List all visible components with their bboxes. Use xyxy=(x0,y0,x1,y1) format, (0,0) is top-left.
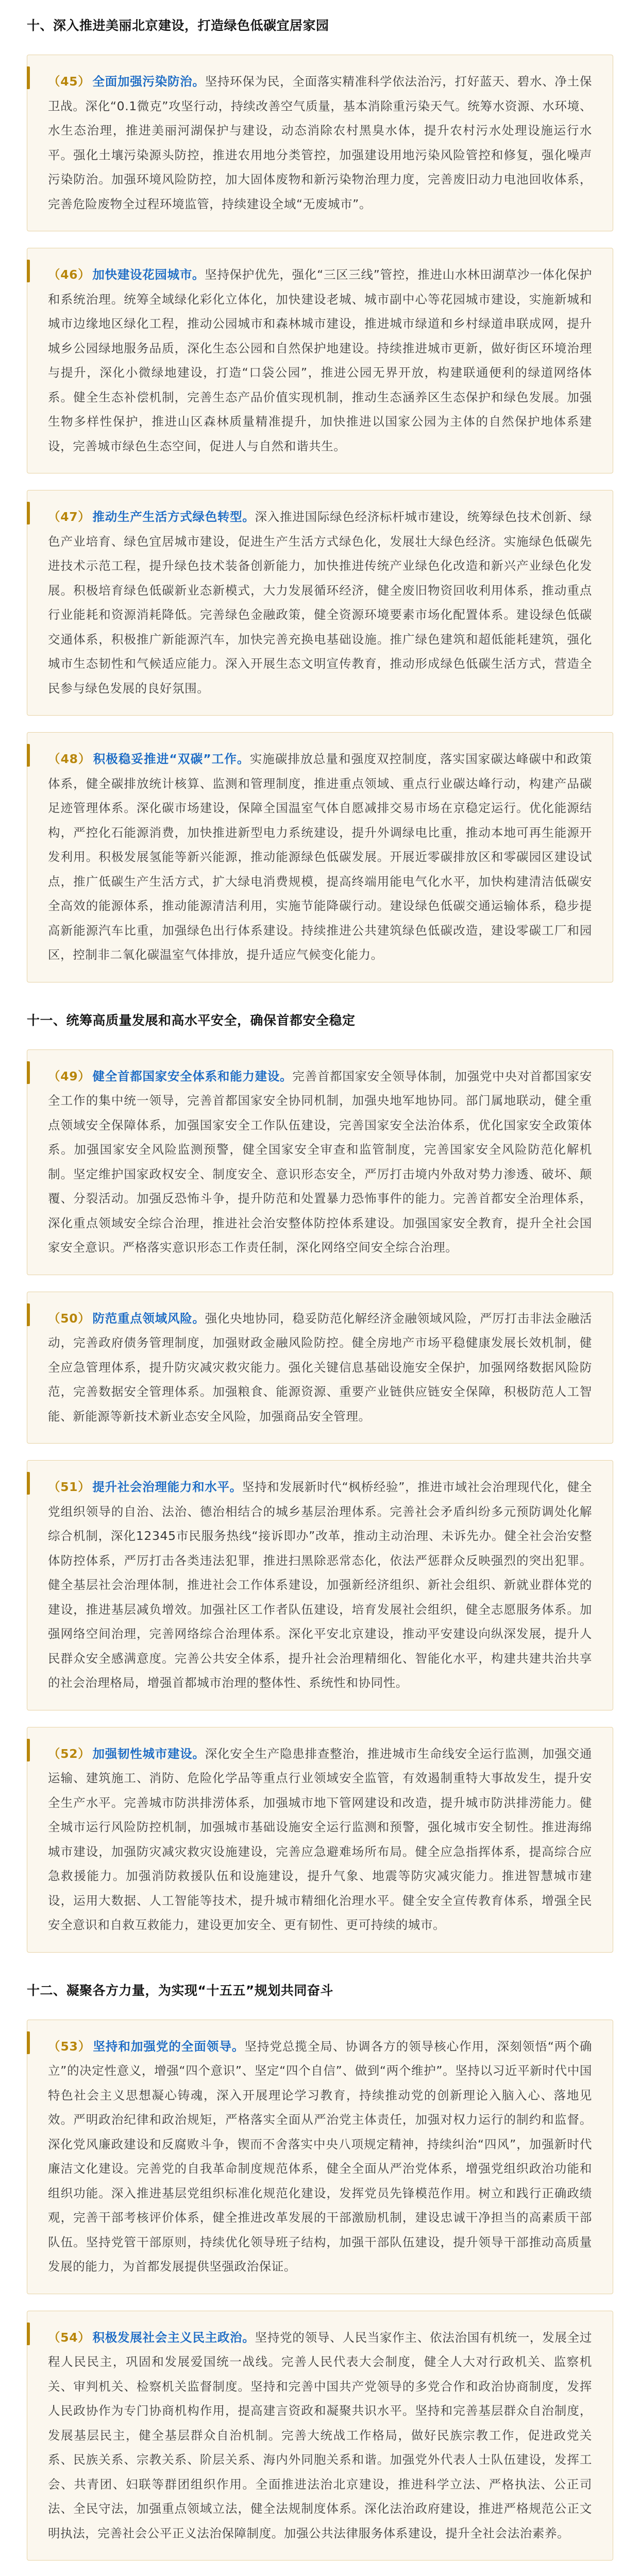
item-number: （52） xyxy=(48,1746,91,1761)
item-heading: 加快建设花园城市。 xyxy=(92,267,205,282)
item-body: 坚持环保为民，全面落实精准科学依法治污，打好蓝天、碧水、净土保卫战。深化“0.1微克”攻坚行动，持续改善空气质量，基本消除重污染天气。统筹水资源、水环境、水生态治理，推进美丽河湖保护与建设，动态消除农村黑臭水体，提升农村污水处理设施运行水平。强化土壤污染源头防控，推进农用地分类管控，加强建设用地污染风险管控和修复，强化噪声污染防治。加强环境风险防控，加大固体废物和新污染物治理力度，完善废旧动力电池回收体系，完善危险废物全过程环境监管，持续建设全域“无废城市”。 xyxy=(48,74,592,211)
item-number: （48） xyxy=(48,752,91,766)
item-heading: 坚持和加强党的全面领导。 xyxy=(93,2039,245,2054)
item-body: 深入推进国际绿色经济标杆城市建设，统筹绿色技术创新、绿色产业培育、绿色宜居城市建设，促进生产生活方式绿色化，发展壮大绿色经济。实施绿色低碳先进技术示范工程，提升绿色技术装备创新能力，加快推进传统产业绿色化改造和新兴产业绿色化发展。积极培育绿色低碳新业态新模式，大力发展循环经济，健全废旧物资回收利用体系，推动重点行业能耗和资源消耗降低。完善绿色金融政策，健全资源环境要素市场化配置体系。建设绿色低碳交通体系，积极推广新能源汽车，加快完善充换电基础设施。推广绿色建筑和超低能耗建筑，强化城市生态韧性和气候适应能力。深入开展生态文明宣传教育，推动形成绿色低碳生活方式，营造全民参与绿色发展的良好氛围。 xyxy=(48,510,592,696)
item-heading: 推动生产生活方式绿色转型。 xyxy=(92,510,255,524)
item-card-45 xyxy=(27,55,613,231)
item-number: （46） xyxy=(48,267,91,282)
item-card-46 xyxy=(27,248,613,473)
item-body: 强化央地协同，稳妥防范化解经济金融领域风险，严厉打击非法金融活动，完善政府债务管理制度，加强财政金融风险防控。健全房地产市场平稳健康发展长效机制，健全应急管理体系，提升防灾减灾救灾能力。强化关键信息基础设施安全保护，加强网络数据风险防范，完善数据安全管理体系。加强粮食、能源资源、重要产业链供应链安全保障，积极防范人工智能、新能源等新技术新业态安全风险，加强商品安全管理。 xyxy=(48,1311,592,1423)
item-heading: 积极发展社会主义民主政治。 xyxy=(92,2330,255,2345)
item-card-51 xyxy=(27,1460,613,1710)
section-12 xyxy=(27,1979,613,2576)
item-paragraph xyxy=(48,2326,592,2546)
item-heading: 积极稳妥推进“双碳”工作。 xyxy=(93,752,250,766)
item-number: （50） xyxy=(48,1311,91,1326)
item-body: 坚持党总揽全局、协调各方的领导核心作用，深刻领悟“两个确立”的决定性意义，增强“四个意识”、坚定“四个自信”、做到“两个维护”。坚持以习近平新时代中国特色社会主义思想凝心铸魂，深入开展理论学习教育，持续推动党的创新理论入脑入心、落地见效。严明政治纪律和政治规矩，严格落实全面从严治党主体责任，加强对权力运行的制约和监督。深化党风廉政建设和反腐败斗争，锲而不舍落实中央八项规定精神，持续纠治“四风”，加强新时代廉洁文化建设。完善党的自我革命制度规范体系，健全全面从严治党体系，增强党组织政治功能和组织功能。深入推进基层党组织标准化规范化建设，发挥党员先锋模范作用。树立和践行正确政绩观，完善干部考核评价体系，健全推进改革发展的干部激励机制，建设忠诚干净担当的高素质干部队伍。坚持党管干部原则，持续优化领导班子结构，加强干部队伍建设，提升领导干部推动高质量发展的能力，为首都发展提供坚强政治保证。 xyxy=(48,2039,593,2274)
item-heading: 全面加强污染防治。 xyxy=(92,74,205,89)
item-paragraph xyxy=(48,2035,592,2279)
item-number: （47） xyxy=(48,510,91,524)
item-card-53 xyxy=(27,2020,613,2294)
section-title: 十一、统筹高质量发展和高水平安全，确保首都安全稳定 xyxy=(27,1012,356,1028)
item-number: （51） xyxy=(48,1480,91,1494)
item-paragraph xyxy=(48,747,592,968)
item-number: （54） xyxy=(48,2330,91,2345)
section-title: 十、深入推进美丽北京建设，打造绿色低碳宜居家园 xyxy=(27,18,329,33)
section-title: 十二、凝聚各方力量，为实现“十五五”规划共同奋斗 xyxy=(27,1982,333,1998)
item-card-52 xyxy=(27,1727,613,1953)
item-card-49 xyxy=(27,1049,613,1275)
item-card-47 xyxy=(27,490,613,716)
item-body: 坚持党的领导、人民当家作主、依法治国有机统一，发展全过程人民民主，巩固和发展爱国统一战线。完善人民代表大会制度，健全人大对行政机关、监察机关、审判机关、检察机关监督制度。坚持和完善中国共产党领导的多党合作和政治协商制度，发挥人民政协作为专门协商机构作用，提高建言资政和凝聚共识水平。坚持和完善基层群众自治制度，发展基层民主，健全基层群众自治机制。完善大统战工作格局，做好民族宗教工作，促进政党关系、民族关系、宗教关系、阶层关系、海内外同胞关系和谐。加强党外代表人士队伍建设，发挥工会、共青团、妇联等群团组织作用。全面推进法治北京建设，推进科学立法、严格执法、公正司法、全民守法，加强重点领域立法，健全法规制度体系。深化法治政府建设，推进严格规范公正文明执法，完善社会公平正义法治保障制度。加强公共法律服务体系建设，提升全社会法治素养。 xyxy=(48,2330,592,2540)
item-card-50 xyxy=(27,1292,613,1444)
section-10 xyxy=(27,14,613,982)
item-body: 实施碳排放总量和强度双控制度，落实国家碳达峰碳中和政策体系，健全碳排放统计核算、监测和管理制度，推进重点领域、重点行业碳达峰行动，构建产品碳足迹管理体系。深化碳市场建设，保障全国温室气体自愿减排交易市场在京稳定运行。优化能源结构，严控化石能源消费，加快推进新型电力系统建设，提升外调绿电比重，推动本地可再生能源开发利用。积极发展氢能等新兴能源，推动能源绿色低碳发展。开展近零碳排放区和零碳园区建设试点，推广低碳生产生活方式，扩大绿电消费规模，提高终端用能电气化水平，加快构建清洁低碳安全高效的能源体系，推动能源清洁利用，实施节能降碳行动。建设绿色低碳交通运输体系，稳步提高新能源汽车比重，加强绿色出行体系建设。持续推进公共建筑绿色低碳改造，建设零碳工厂和园区，控制非二氧化碳温室气体排放，提升适应气候变化能力。 xyxy=(48,752,592,962)
item-paragraph xyxy=(48,1064,592,1260)
item-heading: 健全首都国家安全体系和能力建设。 xyxy=(92,1069,293,1083)
item-body: 坚持和发展新时代“枫桥经验”，推进市域社会治理现代化，健全党组织领导的自治、法治、德治相结合的城乡基层治理体系。完善社会矛盾纠纷多元预防调处化解综合机制，深化12345市民服务热线“接诉即办”改革，推动主动治理、未诉先办。健全社会治安整体防控体系，严厉打击各类违法犯罪，推进扫黑除恶常态化，依法严惩群众反映强烈的突出犯罪。健全基层社会治理体制，推进社会工作体系建设，加强新经济组织、新社会组织、新就业群体党的建设，推进基层减负增效。加强社区工作者队伍建设，培育发展社会组织，健全志愿服务体系。加强网络空间治理，完善网络综合治理体系。深化平安北京建设，推动平安建设向纵深发展，提升人民群众安全感满意度。完善公共安全体系，提升社会治理精细化、智能化水平，构建共建共治共享的社会治理格局，增强首都城市治理的整体性、系统性和协同性。 xyxy=(48,1480,593,1690)
item-paragraph xyxy=(48,505,592,701)
item-card-54 xyxy=(27,2311,613,2561)
item-paragraph xyxy=(48,70,592,216)
item-body: 坚持保护优先，强化“三区三线”管控，推进山水林田湖草沙一体化保护和系统治理。统筹全域绿化彩化立体化，加快建设老城、城市副中心等花园城市建设，实施新城和城市边缘地区绿化工程，推动公园城市和森林城市建设，推进城市绿道和乡村绿道串联成网，提升城乡公园绿地服务品质，深化生态公园和自然保护地建设。持续推进城市更新，做好街区环境治理与提升，深化小微绿地建设，打造“口袋公园”，推进公园无界开放，构建联通便利的绿道网络体系。健全生态补偿机制，完善生态产品价值实现机制，推动生态涵养区生态保护和绿色发展。加强生物多样性保护，推进山区森林质量精准提升，加快推进以国家公园为主体的自然保护地体系建设，完善城市绿色生态空间，促进人与自然和谐共生。 xyxy=(48,267,592,453)
item-heading: 提升社会治理能力和水平。 xyxy=(92,1480,242,1494)
item-paragraph xyxy=(48,263,592,459)
item-heading: 防范重点领域风险。 xyxy=(92,1311,205,1326)
item-paragraph xyxy=(48,1742,592,1938)
item-number: （49） xyxy=(48,1069,91,1083)
item-heading: 加强韧性城市建设。 xyxy=(92,1746,205,1761)
item-body: 深化安全生产隐患排查整治，推进城市生命线安全运行监测，加强交通运输、建筑施工、消防、危险化学品等重点行业领域安全监管，有效遏制重特大事故发生，提升安全生产水平。完善城市防洪排涝体系，加强城市地下管网建设和改造，提升城市防洪排涝能力。健全城市运行风险防控机制，加强城市基础设施安全运行监测和预警，强化城市安全韧性。推进海绵城市建设，加强防灾减灾救灾设施建设，完善应急避难场所布局。健全应急指挥体系，提高综合应急救援能力。加强消防救援队伍和设施建设，提升气象、地震等防灾减灾能力。推进智慧城市建设，运用大数据、人工智能等技术，提升城市精细化治理水平。健全安全宣传教育体系，增强全民安全意识和自救互救能力，建设更加安全、更有韧性、更可持续的城市。 xyxy=(48,1746,592,1932)
item-number: （53） xyxy=(48,2039,91,2054)
item-number: （45） xyxy=(48,74,91,89)
item-body: 完善首都国家安全领导体制，加强党中央对首都国家安全工作的集中统一领导，完善首都国家安全协同机制，加强央地军地协同。部门属地联动，健全重点领域安全保障体系，加强国家安全工作队伍建设，完善国家安全法治体系，优化国家安全政策体系。加强国家安全风险监测预警，健全国家安全审查和监管制度，完善国家安全风险防范化解机制。坚定维护国家政权安全、制度安全、意识形态安全，严厉打击境内外敌对势力渗透、破坏、颠覆、分裂活动。加强反恐怖斗争，提升防范和处置暴力恐怖事件的能力。完善首都安全治理体系，深化重点领域安全综合治理，推进社会治安整体防控体系建设。加强国家安全教育，提升全社会国家安全意识。严格落实意识形态工作责任制，深化网络空间安全综合治理。 xyxy=(48,1069,592,1255)
section-11 xyxy=(27,1009,613,1953)
item-paragraph xyxy=(48,1307,592,1429)
item-card-48 xyxy=(27,732,613,982)
item-paragraph xyxy=(48,1475,592,1696)
